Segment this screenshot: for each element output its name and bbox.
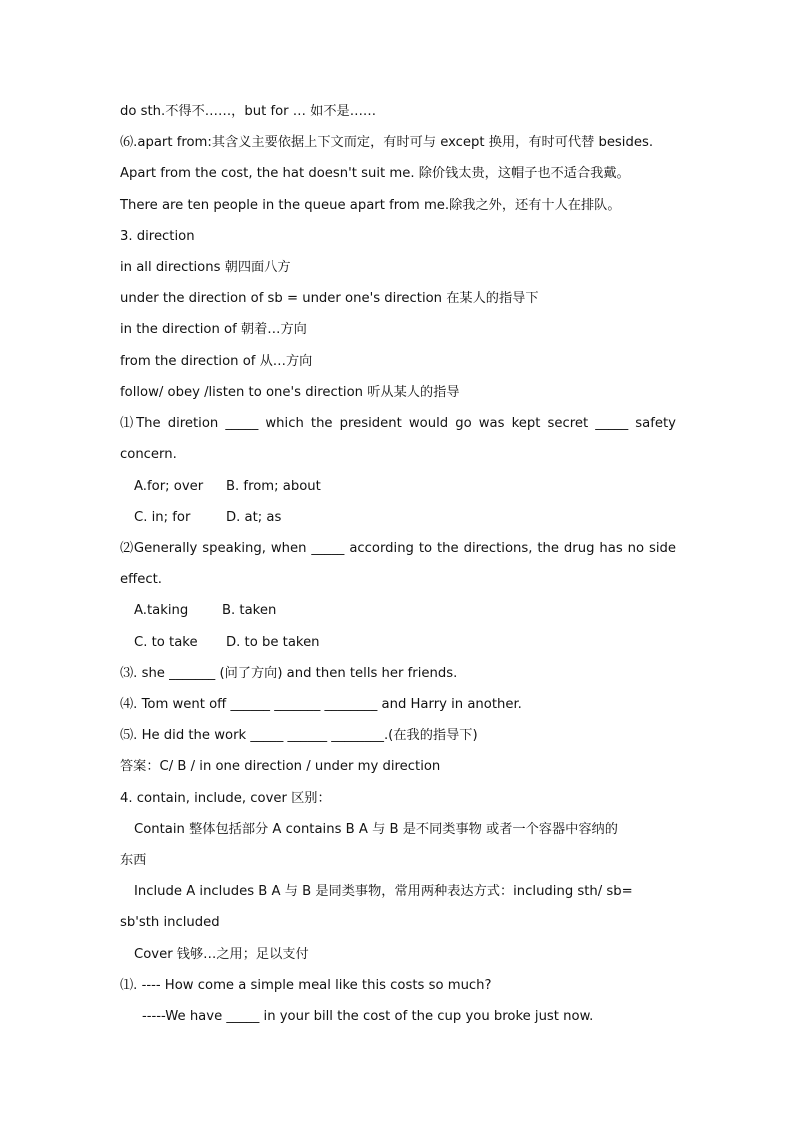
text-line: from the direction of 从…方向 [120,354,313,369]
text-line: in the direction of 朝着…方向 [120,322,307,337]
text-line: Include A includes B A 与 B 是同类事物，常用两种表达方式：including sth/ sb= [134,884,633,899]
text-line: Apart from the cost, the hat doesn't suit me. 除价钱太贵，这帽子也不适合我戴。 [120,166,630,181]
text-line: ⑹.apart from:其含义主要依据上下文而定，有时可与 except 换用，有时可代替 besides. [120,135,654,150]
option-a: A.for; over [134,479,204,494]
option-row [134,509,690,527]
option-c: C. to take [134,635,198,650]
section-heading: 4. contain, include, cover 区别： [120,791,331,806]
text-line: in all directions 朝四面八方 [120,260,291,275]
question-text: ⑶. she _______ (问了方向) and then tells her friends. [120,666,458,681]
option-row [134,478,690,496]
option-c: C. in; for [134,510,191,525]
text-line: follow/ obey /listen to one's direction 听从某人的指导 [120,385,460,400]
question-text: ⑵Generally speaking, when _____ according to the directions, the drug has no side [120,541,676,556]
question-text: ⑷. Tom went off ______ _______ ________ and Harry in another. [120,697,522,712]
section-heading: 3. direction [120,229,195,244]
question-text: ⑴The diretion _____ which the president would go was kept secret _____ safety [120,416,676,431]
question-text: effect. [120,572,162,587]
question-text: -----We have _____ in your bill the cost of the cup you broke just now. [142,1009,594,1024]
option-d: D. at; as [226,510,282,525]
option-b: B. taken [222,603,277,618]
option-row [134,634,690,652]
question-text: concern. [120,447,177,462]
text-line: sb'sth included [120,915,220,930]
option-b: B. from; about [226,479,321,494]
text-line: Cover 钱够…之用；足以支付 [134,947,309,962]
question-text: ⑴. ---- How come a simple meal like this costs so much? [120,978,492,993]
option-d: D. to be taken [226,635,320,650]
answer-line: 答案：C/ B / in one direction / under my direction [120,759,441,774]
question-text: ⑸. He did the work _____ ______ ________.(在我的指导下) [120,728,478,743]
text-line: do sth.不得不……，but for … 如不是…… [120,104,377,119]
text-line: Contain 整体包括部分 A contains B A 与 B 是不同类事物 或者一个容器中容纳的 [134,822,618,837]
text-line: There are ten people in the queue apart from me.除我之外，还有十人在排队。 [120,198,621,213]
option-row [134,602,690,620]
text-line: 东西 [120,853,147,868]
option-a: A.taking [134,603,189,618]
text-line: under the direction of sb = under one's direction 在某人的指导下 [120,291,539,306]
